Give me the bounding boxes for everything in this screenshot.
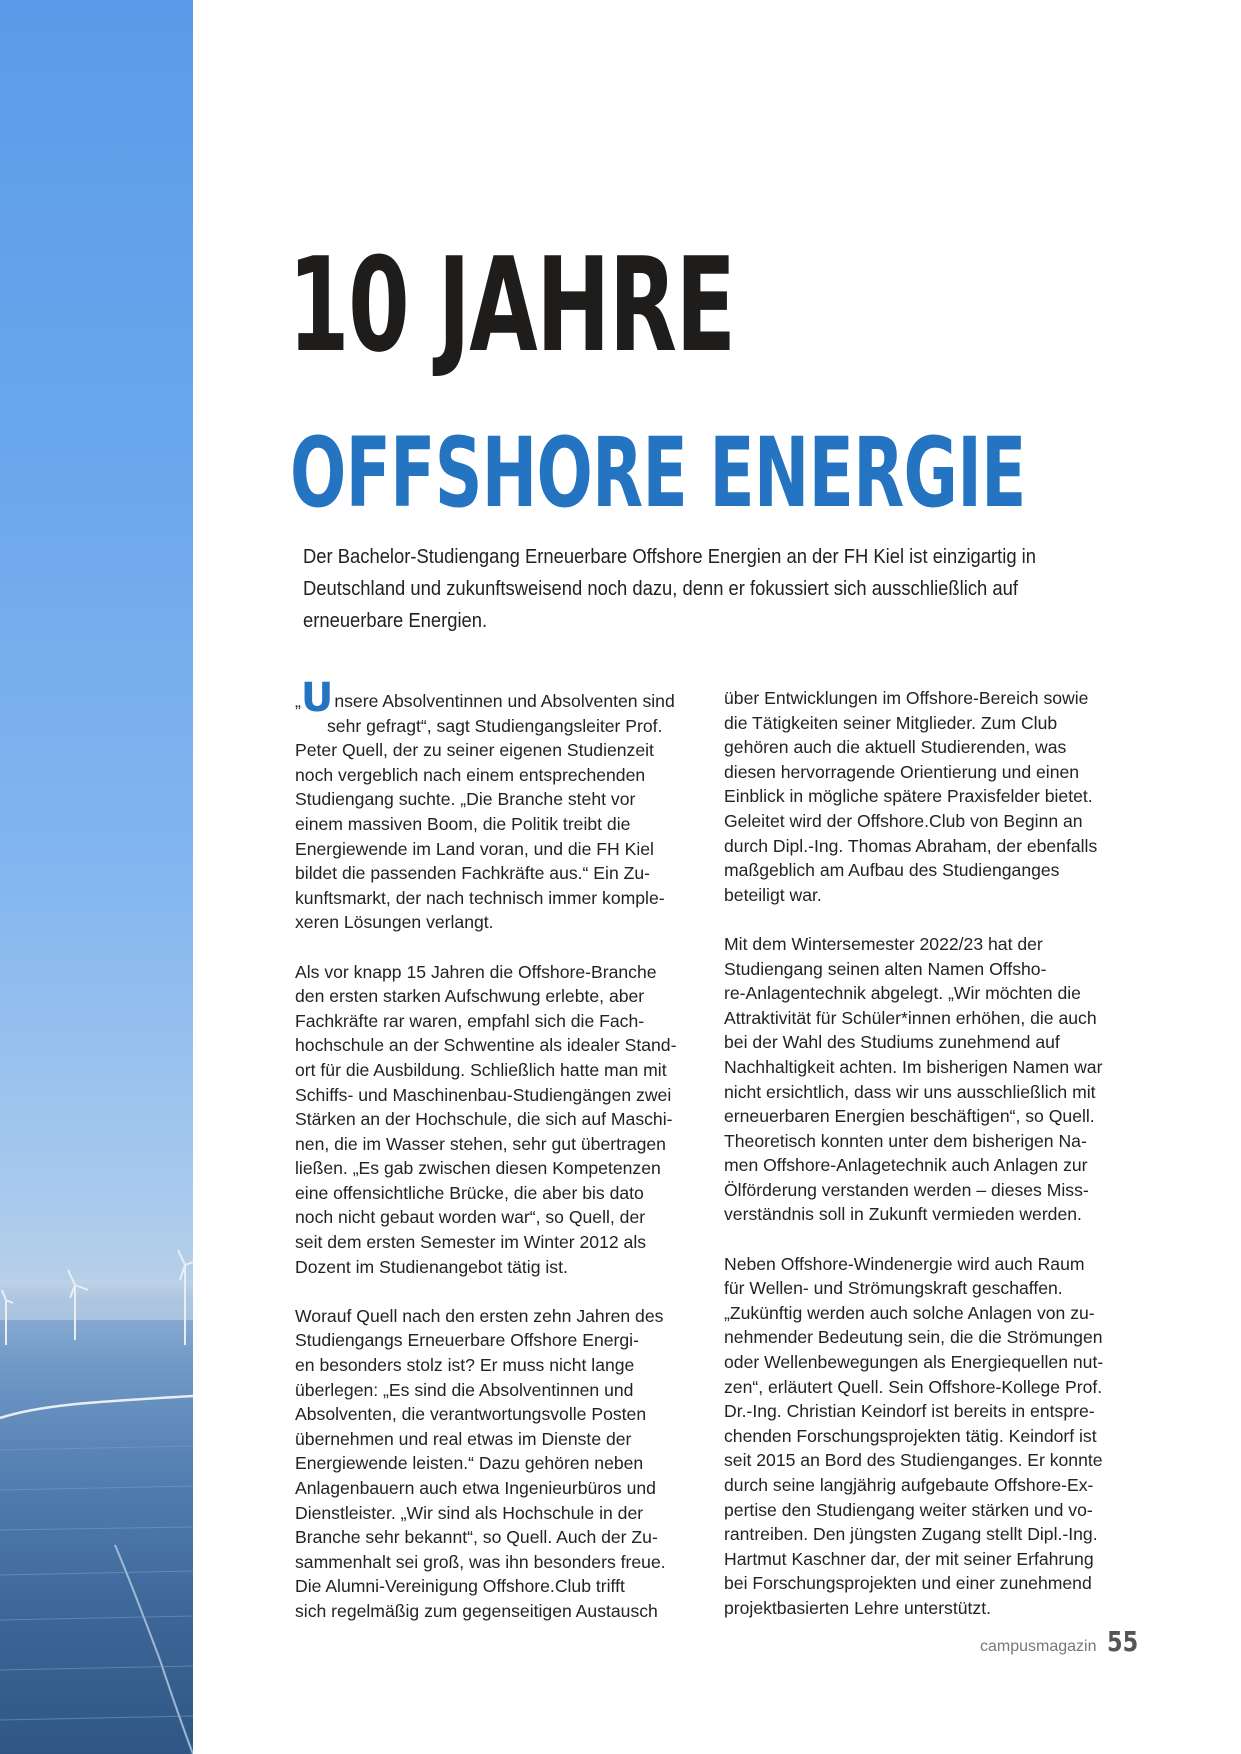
- lead-line: Der Bachelor-Studiengang Erneuerbare Offshore Energien an der FH Kiel ist einzigartig in: [303, 546, 1037, 568]
- text-line: Dienstleister. „Wir sind als Hochschule in der: [295, 1502, 644, 1523]
- lead-paragraph: [303, 541, 1163, 637]
- page-number: 55: [1106, 1625, 1138, 1658]
- text-line: Attraktivität für Schüler*innen erhöhen, die auch: [724, 1007, 1097, 1028]
- drop-cap: U: [300, 675, 334, 721]
- article-paragraph: [295, 960, 735, 1280]
- text-line: ort für die Ausbildung. Schließlich hatte man mit: [295, 1059, 667, 1080]
- text-line: chenden Forschungsprojekten tätig. Keindorf ist: [724, 1425, 1097, 1446]
- text-line: seit dem ersten Semester im Winter 2012 als: [295, 1232, 647, 1253]
- text-line: Als vor knapp 15 Jahren die Offshore-Branche: [295, 961, 657, 982]
- text-line: maßgeblich am Aufbau des Studienganges: [724, 860, 1060, 881]
- text-line: [295, 675, 735, 721]
- text-line: pertise den Studiengang weiter stärken und vo-: [724, 1499, 1093, 1520]
- text-line: beteiligt war.: [724, 884, 822, 905]
- text-line: sich regelmäßig zum gegenseitigen Austausch: [295, 1600, 658, 1621]
- text-line: projektbasierten Lehre unterstützt.: [724, 1597, 991, 1618]
- text-line: Fachkräfte rar waren, empfahl sich die Fach-: [295, 1010, 645, 1031]
- text-line: Anlagenbauern auch etwa Ingenieurbüros und: [295, 1478, 656, 1498]
- text-line: über Entwicklungen im Offshore-Bereich sowie: [724, 688, 1089, 708]
- text-line: nehmender Bedeutung sein, die die Strömungen: [724, 1327, 1103, 1348]
- text-line: Hartmut Kaschner dar, der mit seiner Erfahrung: [724, 1548, 1094, 1569]
- text-line: Studiengang suchte. „Die Branche steht vor: [295, 789, 636, 810]
- article-column-right: [724, 686, 1164, 1645]
- text-line: oder Wellenbewegungen als Energiequellen nut-: [724, 1352, 1104, 1373]
- text-line: Geleitet wird der Offshore.Club von Beginn an: [724, 810, 1083, 831]
- magazine-name: campusmagazin: [980, 1638, 1097, 1655]
- text-line: nen, die im Wasser stehen, sehr gut übertragen: [295, 1133, 666, 1154]
- text-line: Absolventen, die verantwortungsvolle Posten: [295, 1404, 647, 1425]
- text-line: für Wellen- und Strömungskraft geschaffen.: [724, 1278, 1063, 1299]
- opening-quote: „: [295, 691, 301, 711]
- lead-line: Deutschland und zukunftsweisend noch dazu, denn er fokussiert sich ausschließlich auf: [303, 578, 1018, 600]
- text-line: hochschule an der Schwentine als idealer Stand-: [295, 1035, 677, 1056]
- text-line-content: nsere Absolventinnen und Absolventen sind: [334, 691, 675, 711]
- text-line: Mit dem Wintersemester 2022/23 hat der: [724, 933, 1043, 954]
- text-line: Stärken an der Hochschule, die sich auf Maschi-: [295, 1109, 673, 1130]
- text-line: zen“, erläutert Quell. Sein Offshore-Kollege Prof.: [724, 1376, 1103, 1397]
- page-subtitle: OFFSHORE ENERGIE: [290, 417, 1026, 529]
- text-line: überlegen: „Es sind die Absolventinnen und: [295, 1379, 634, 1400]
- text-line: noch vergeblich nach einem entsprechenden: [295, 764, 646, 785]
- text-line: seit 2015 an Bord des Studienganges. Er konnte: [724, 1450, 1103, 1471]
- text-line: einem massiven Boom, die Politik treibt die: [295, 813, 631, 834]
- text-line: bildet die passenden Fachkräfte aus.“ Ein Zu-: [295, 863, 651, 884]
- text-line: Energiewende leisten.“ Dazu gehören neben: [295, 1453, 644, 1474]
- text-line: durch seine langjährig aufgebaute Offshore-Ex-: [724, 1475, 1094, 1495]
- text-line: Studiengang seinen alten Namen Offsho-: [724, 958, 1047, 979]
- text-line: gehören auch die aktuell Studierenden, was: [724, 737, 1067, 758]
- page-footer: [980, 1625, 1145, 1658]
- text-line: nicht ersichtlich, dass wir uns ausschließlich mit: [724, 1081, 1096, 1102]
- text-line: die Tätigkeiten seiner Mitglieder. Zum Club: [724, 712, 1058, 733]
- text-line: Schiffs- und Maschinenbau-Studiengängen zwei: [295, 1084, 672, 1105]
- text-line: Studiengangs Erneuerbare Offshore Energi-: [295, 1330, 639, 1351]
- wind-turbines-graphic: [0, 0, 193, 1754]
- text-line: re-Anlagentechnik abgelegt. „Wir möchten die: [724, 983, 1081, 1004]
- article-paragraph: [724, 1252, 1164, 1621]
- page-title: 10 JAHRE: [288, 229, 735, 381]
- text-line: xeren Lösungen verlangt.: [295, 912, 494, 933]
- article-paragraph: [295, 675, 735, 935]
- text-line: Dozent im Studienangebot tätig ist.: [295, 1256, 568, 1277]
- article-column-left: [295, 675, 735, 1648]
- text-line: verständnis soll in Zukunft vermieden werden.: [724, 1204, 1082, 1225]
- text-line: Neben Offshore-Windenergie wird auch Raum: [724, 1253, 1085, 1274]
- text-line: Branche sehr bekannt“, so Quell. Auch der Zu-: [295, 1527, 658, 1548]
- text-line: Energiewende im Land voran, und die FH Kiel: [295, 838, 654, 859]
- text-line: eine offensichtliche Brücke, die aber bis dato: [295, 1182, 644, 1203]
- text-line: men Offshore-Anlagetechnik auch Anlagen zur: [724, 1155, 1088, 1176]
- text-line: sehr gefragt“, sagt Studiengangsleiter Prof.: [327, 715, 663, 736]
- article-paragraph: [724, 932, 1164, 1227]
- article-paragraph: [724, 686, 1164, 907]
- text-line: diesen hervorragende Orientierung und einen: [724, 761, 1080, 782]
- text-line: Worauf Quell nach den ersten zehn Jahren des: [295, 1305, 664, 1326]
- text-line: kunftsmarkt, der nach technisch immer komple-: [295, 887, 665, 908]
- text-line: bei der Wahl des Studiums zunehmend auf: [724, 1032, 1060, 1053]
- text-line: erneuerbaren Energien beschäftigen“, so Quell.: [724, 1106, 1095, 1127]
- offshore-wind-photo: [0, 0, 193, 1754]
- text-line: übernehmen und real etwas im Dienste der: [295, 1428, 632, 1449]
- text-line: rantreiben. Den jüngsten Zugang stellt Dipl.-Ing.: [724, 1524, 1098, 1545]
- text-line: durch Dipl.-Ing. Thomas Abraham, der ebenfalls: [724, 835, 1098, 856]
- text-line: Dr.-Ing. Christian Keindorf ist bereits in entspre-: [724, 1401, 1095, 1422]
- text-line: sammenhalt sei groß, was ihn besonders freue.: [295, 1551, 666, 1572]
- lead-line: erneuerbare Energien.: [303, 610, 488, 632]
- text-line: Ölförderung verstanden werden – dieses Miss-: [724, 1179, 1089, 1200]
- text-line: ließen. „Es gab zwischen diesen Kompetenzen: [295, 1158, 661, 1179]
- text-line: „Zukünftig werden auch solche Anlagen von zu-: [724, 1302, 1095, 1323]
- text-line: Theoretisch konnten unter dem bisherigen Na-: [724, 1130, 1087, 1151]
- text-line: en besonders stolz ist? Er muss nicht lange: [295, 1355, 635, 1376]
- text-line: Einblick in mögliche spätere Praxisfelder bietet.: [724, 786, 1093, 807]
- text-line: Peter Quell, der zu seiner eigenen Studienzeit: [295, 740, 654, 761]
- text-line: Die Alumni-Vereinigung Offshore.Club trifft: [295, 1576, 625, 1597]
- article-paragraph: [295, 1304, 735, 1624]
- text-line: den ersten starken Aufschwung erlebte, aber: [295, 986, 645, 1007]
- text-line: Nachhaltigkeit achten. Im bisherigen Namen war: [724, 1056, 1103, 1077]
- text-line: bei Forschungsprojekten und einer zunehmend: [724, 1573, 1092, 1594]
- text-line: noch nicht gebaut worden war“, so Quell, der: [295, 1207, 646, 1228]
